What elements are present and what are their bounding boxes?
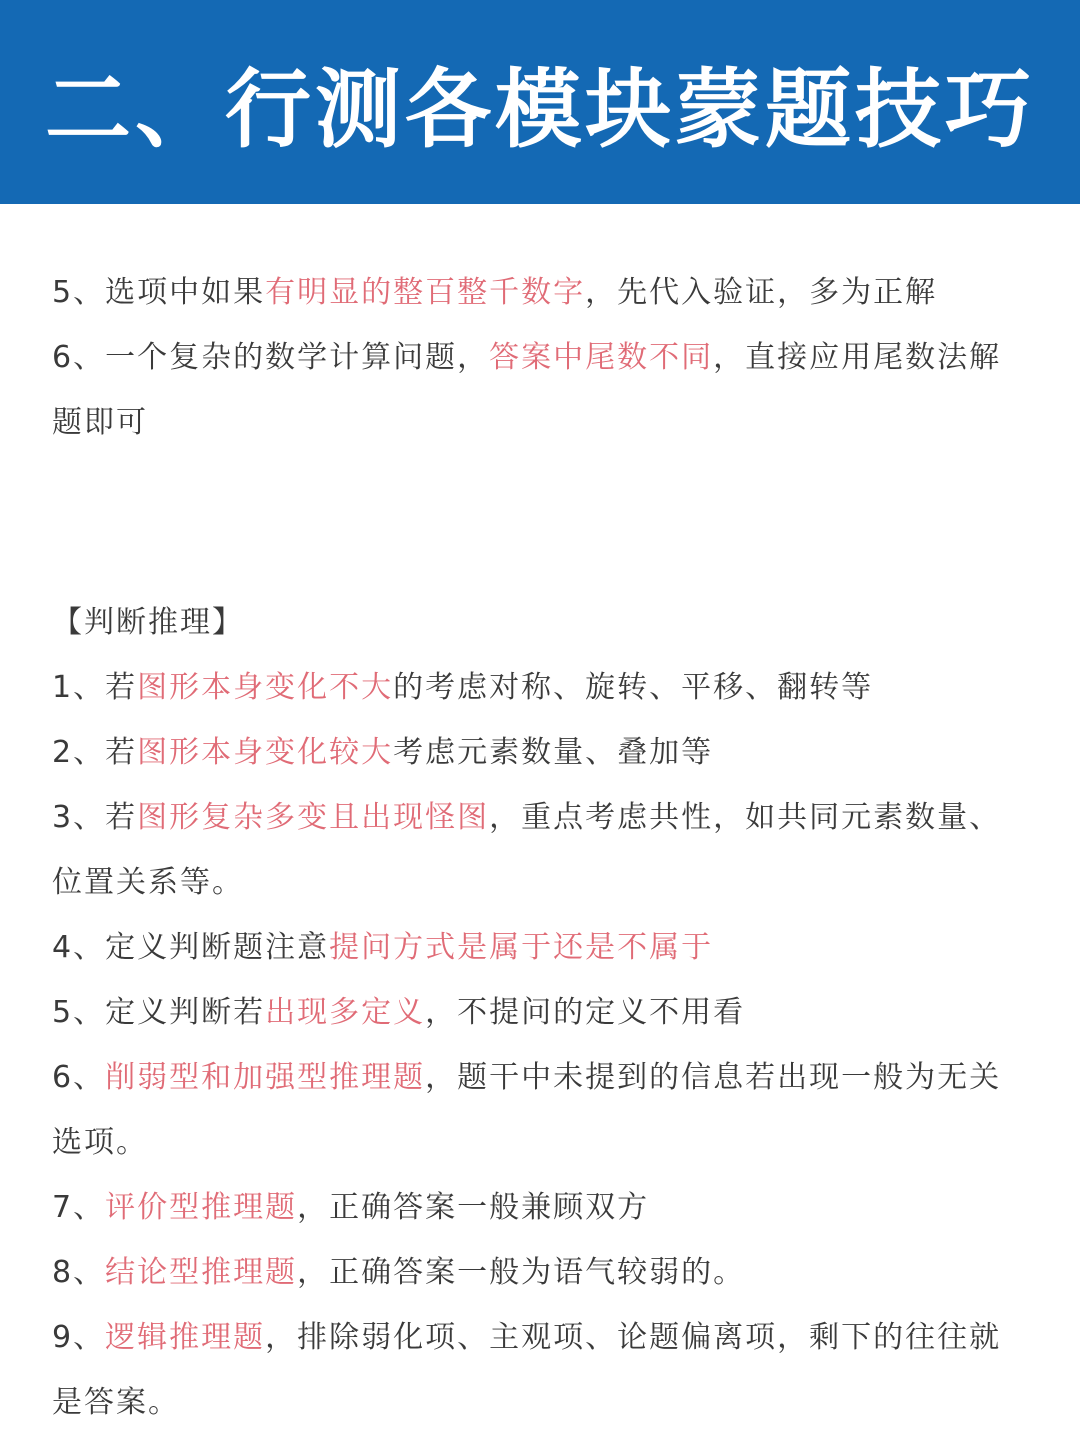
text-line	[52, 260, 1042, 325]
line-text: 4、定义判断题注意	[52, 930, 330, 965]
highlight-text: 有明显的整百整千数字	[265, 275, 586, 310]
text-line	[52, 850, 1042, 915]
line-text: ，正确答案一般为语气较弱的。	[297, 1255, 746, 1290]
line-text: ，题干中未提到的信息若出现一般为无关	[425, 1060, 1002, 1095]
line-text: 9、	[52, 1320, 106, 1355]
text-line	[52, 325, 1042, 390]
text-line	[52, 915, 1042, 980]
text-line	[52, 1370, 1042, 1435]
text-line	[52, 785, 1042, 850]
highlight-text: 答案中尾数不同	[489, 340, 714, 375]
section-spacer	[52, 455, 1042, 590]
highlight-text: 图形本身变化较大	[137, 735, 394, 770]
text-line	[52, 1305, 1042, 1370]
text-line	[52, 1110, 1042, 1175]
text-line	[52, 1240, 1042, 1305]
text-line	[52, 980, 1042, 1045]
line-text: 6、	[52, 1060, 106, 1095]
line-text: 5、选项中如果	[52, 275, 266, 310]
highlight-text: 图形复杂多变且出现怪图	[137, 800, 490, 835]
line-text: 7、	[52, 1190, 106, 1225]
text-line	[52, 390, 1042, 455]
highlight-text: 逻辑推理题	[105, 1320, 266, 1355]
line-text: 位置关系等。	[52, 865, 244, 900]
highlight-text: 评价型推理题	[105, 1190, 298, 1225]
line-text: 考虑元素数量、叠加等	[393, 735, 714, 770]
highlight-text: 出现多定义	[265, 995, 426, 1030]
line-text: 选项。	[52, 1125, 148, 1160]
line-text: ，先代入验证，多为正解	[585, 275, 938, 310]
line-text: 1、若	[52, 670, 138, 705]
title-banner	[0, 0, 1080, 204]
line-text: 题即可	[52, 405, 148, 440]
line-text: ，重点考虑共性，如共同元素数量、	[489, 800, 1002, 835]
line-text: ，不提问的定义不用看	[425, 995, 746, 1030]
text-line	[52, 720, 1042, 785]
line-text: ，排除弱化项、主观项、论题偏离项，剩下的往往就	[265, 1320, 1002, 1355]
highlight-text: 结论型推理题	[105, 1255, 298, 1290]
text-line	[52, 1045, 1042, 1110]
line-text: 2、若	[52, 735, 138, 770]
line-text: 5、定义判断若	[52, 995, 266, 1030]
line-text: 8、	[52, 1255, 106, 1290]
text-line	[52, 1175, 1042, 1240]
text-line	[52, 655, 1042, 720]
line-text: 是答案。	[52, 1385, 180, 1420]
line-text: 6、一个复杂的数学计算问题，	[52, 340, 490, 375]
line-text: 3、若	[52, 800, 138, 835]
highlight-text: 提问方式是属于还是不属于	[329, 930, 714, 965]
line-text: ，直接应用尾数法解	[713, 340, 1002, 375]
highlight-text: 削弱型和加强型推理题	[105, 1060, 426, 1095]
line-text: 的考虑对称、旋转、平移、翻转等	[393, 670, 874, 705]
section-heading: 【判断推理】	[52, 605, 244, 640]
page-title: 二、行测各模块蒙题技巧	[45, 60, 1035, 160]
line-text: ，正确答案一般兼顾双方	[297, 1190, 650, 1225]
highlight-text: 图形本身变化不大	[137, 670, 394, 705]
document-body	[52, 260, 1042, 1435]
